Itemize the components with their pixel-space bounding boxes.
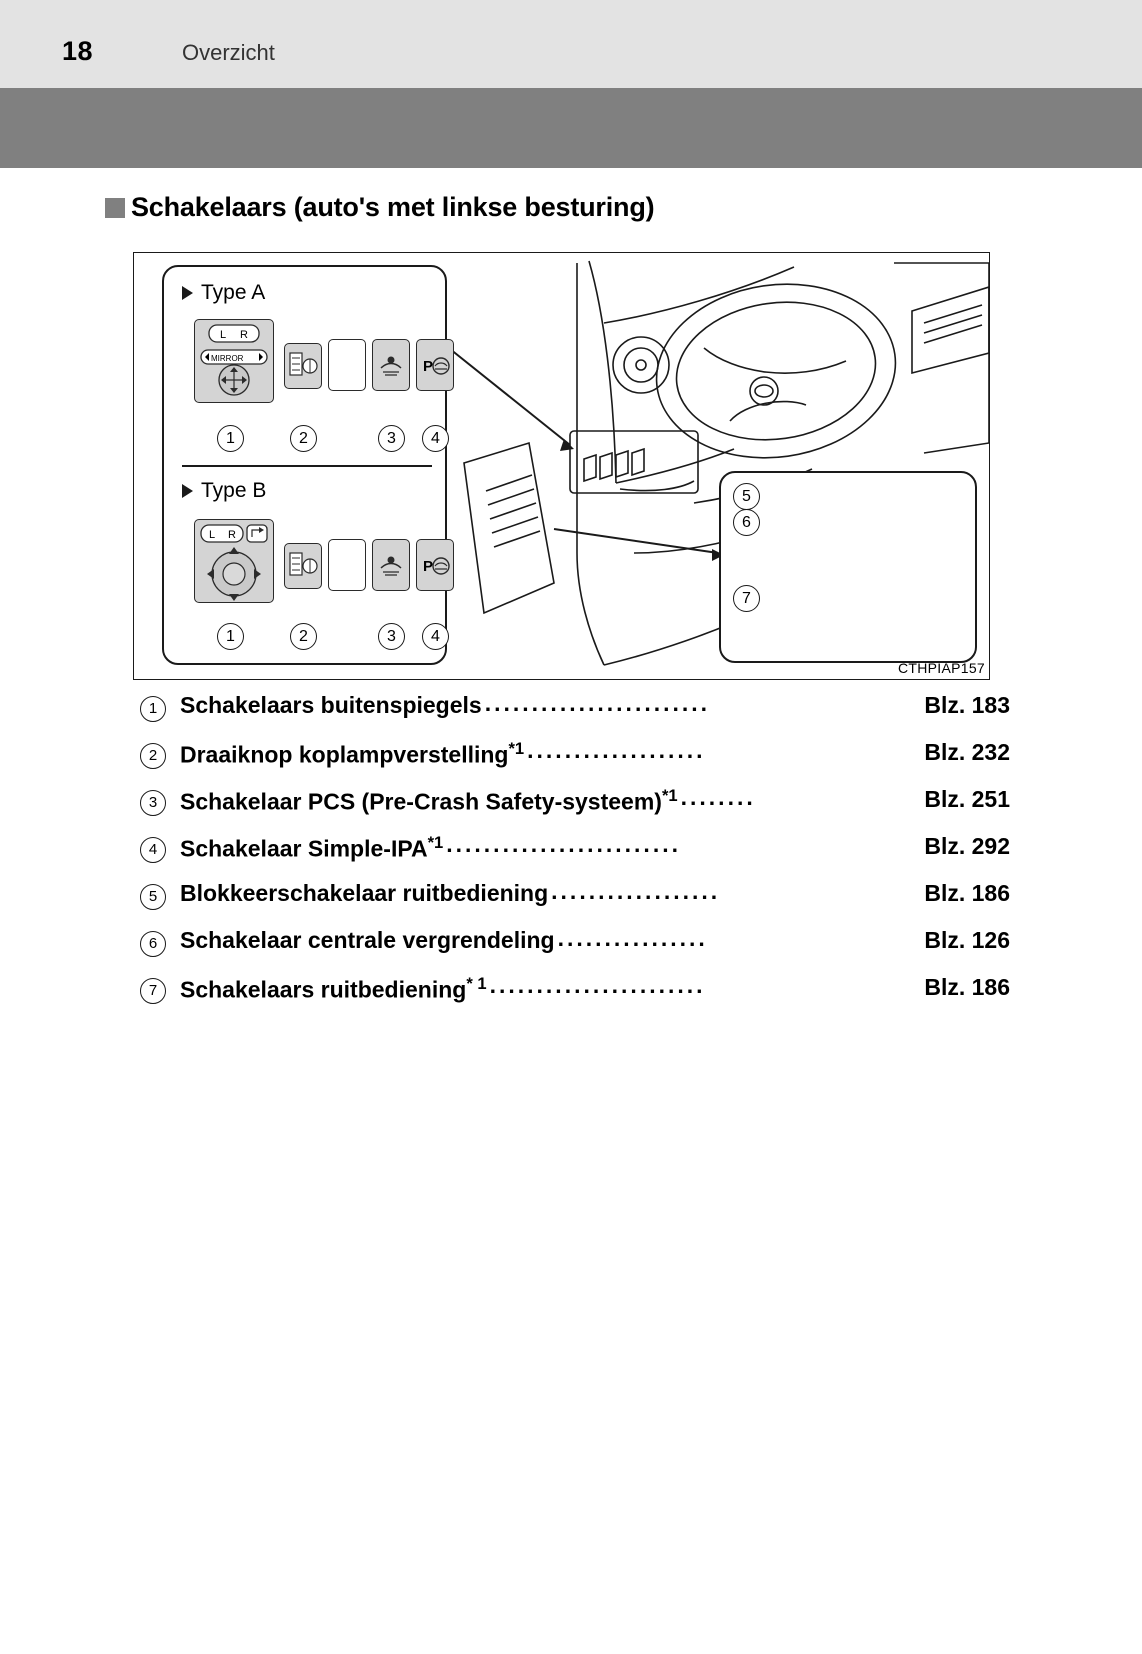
svg-text:L: L — [220, 329, 227, 341]
pcs-icon — [373, 540, 409, 590]
type-a-label: Type A — [182, 281, 265, 305]
item-page-ref[interactable]: Blz. 186 — [924, 880, 1010, 906]
leader-dots: ........ — [680, 784, 756, 810]
callout-1-type-a: 1 — [217, 425, 244, 452]
svg-text:L: L — [209, 529, 216, 541]
footnote-marker: *1 — [508, 739, 525, 758]
simple-ipa-switch-type-a[interactable] — [416, 339, 454, 391]
mirror-switch-icon — [195, 520, 273, 602]
callout-4-type-b: 4 — [422, 623, 449, 650]
blank-switch-type-b — [328, 539, 366, 591]
item-number: 2 — [140, 743, 166, 769]
triangle-bullet-icon — [182, 484, 193, 498]
item-page-ref[interactable]: Blz. 183 — [924, 692, 1010, 718]
headlight-leveling-dial-type-b[interactable] — [284, 543, 322, 589]
headlight-leveling-icon — [285, 544, 321, 588]
leader-dots: ......................... — [446, 831, 681, 857]
item-label: Schakelaars ruitbediening$^{* 1}$ — [180, 974, 487, 1003]
item-label: Schakelaar PCS (Pre-Crash Safety-systeem)$^{*1}$ — [180, 786, 678, 815]
leader-dots: ....................... — [489, 972, 706, 998]
svg-text:P: P — [423, 558, 434, 575]
item-label: Schakelaars buitenspiegels — [180, 692, 482, 718]
list-item — [140, 927, 1010, 957]
item-label: Draaiknop koplampverstelling$^{*1}$ — [180, 739, 525, 768]
page-header — [0, 0, 1142, 88]
blank-switch-type-a — [328, 339, 366, 391]
mirror-switch-type-a[interactable] — [194, 319, 274, 403]
leader-dots: ................ — [557, 925, 708, 951]
item-page-ref[interactable]: Blz. 292 — [924, 833, 1010, 859]
item-number: 4 — [140, 837, 166, 863]
footnote-marker: *1 — [427, 833, 444, 852]
callout-5: 5 — [733, 483, 760, 510]
leader-dots: ........................ — [484, 690, 711, 716]
list-item — [140, 739, 1010, 769]
item-page-ref[interactable]: Blz. 126 — [924, 927, 1010, 953]
mirror-switch-type-b[interactable] — [194, 519, 274, 603]
reference-list — [140, 692, 1010, 1021]
callout-2-type-a: 2 — [290, 425, 317, 452]
callout-3-type-b: 3 — [378, 623, 405, 650]
item-page-ref[interactable]: Blz. 186 — [924, 974, 1010, 1000]
square-bullet-icon — [105, 198, 125, 218]
section-title-text: Schakelaars (auto's met linkse besturing) — [131, 192, 655, 222]
footnote-marker: *1 — [661, 786, 678, 805]
type-b-label: Type B — [182, 479, 266, 503]
switch-panel-types — [162, 265, 447, 665]
item-page-ref[interactable]: Blz. 251 — [924, 786, 1010, 812]
simple-ipa-icon — [417, 340, 453, 390]
list-item — [140, 974, 1010, 1004]
header-gray-bar — [0, 88, 1142, 168]
list-item — [140, 786, 1010, 816]
callout-6: 6 — [733, 509, 760, 536]
callout-7: 7 — [733, 585, 760, 612]
list-item — [140, 880, 1010, 910]
illustration-frame — [133, 252, 990, 680]
leader-dots: ................... — [527, 737, 706, 763]
list-item — [140, 692, 1010, 722]
leader-dots: .................. — [551, 878, 721, 904]
pcs-icon — [373, 340, 409, 390]
item-number: 3 — [140, 790, 166, 816]
item-label: Blokkeerschakelaar ruitbediening — [180, 880, 549, 906]
section-heading — [105, 192, 654, 223]
header-section-title: Overzicht — [182, 40, 275, 65]
mirror-switch-icon — [195, 320, 273, 402]
window-switch-panel — [719, 471, 977, 663]
svg-text:R: R — [228, 529, 236, 541]
callout-1-type-b: 1 — [217, 623, 244, 650]
svg-text:P: P — [423, 358, 434, 375]
illustration-code: CTHPIAP157 — [897, 660, 985, 676]
triangle-bullet-icon — [182, 286, 193, 300]
item-number: 1 — [140, 696, 166, 722]
headlight-leveling-icon — [285, 344, 321, 388]
item-label: Schakelaar centrale vergrendeling — [180, 927, 555, 953]
simple-ipa-icon — [417, 540, 453, 590]
simple-ipa-switch-type-b[interactable] — [416, 539, 454, 591]
callout-2-type-b: 2 — [290, 623, 317, 650]
list-item — [140, 833, 1010, 863]
svg-text:MIRROR: MIRROR — [211, 354, 244, 363]
pcs-switch-type-a[interactable] — [372, 339, 410, 391]
footnote-marker: * 1 — [466, 974, 487, 993]
type-divider — [182, 465, 432, 467]
callout-3-type-a: 3 — [378, 425, 405, 452]
item-label: Schakelaar Simple-IPA$^{*1}$ — [180, 833, 444, 862]
page-number: 18 — [62, 36, 94, 66]
svg-text:R: R — [240, 329, 248, 341]
item-page-ref[interactable]: Blz. 232 — [924, 739, 1010, 765]
headlight-leveling-dial-type-a[interactable] — [284, 343, 322, 389]
item-number: 6 — [140, 931, 166, 957]
callout-4-type-a: 4 — [422, 425, 449, 452]
pcs-switch-type-b[interactable] — [372, 539, 410, 591]
item-number: 5 — [140, 884, 166, 910]
item-number: 7 — [140, 978, 166, 1004]
